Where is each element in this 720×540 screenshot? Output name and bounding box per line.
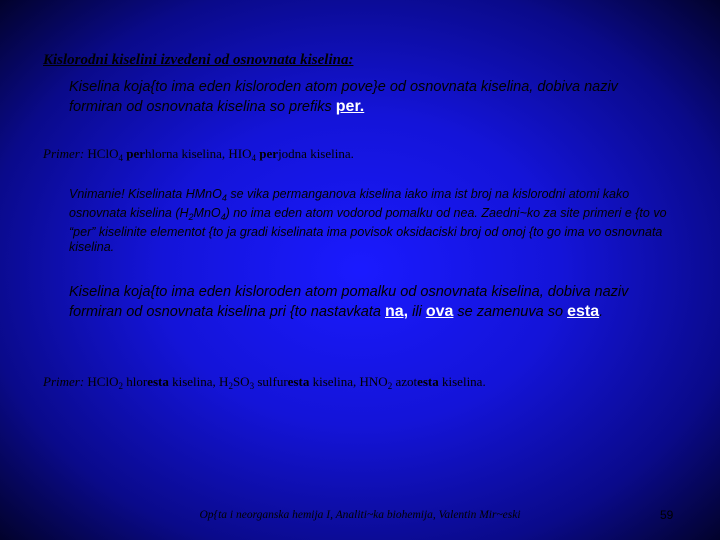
esta-paragraph-text-4: .: [599, 304, 604, 320]
formula-hclo4: HClO: [87, 146, 119, 161]
example-per-name-2: jodna kiselina.: [278, 146, 354, 161]
example-esta-lead: Primer:: [43, 374, 85, 389]
formula-hio4: HIO: [228, 146, 252, 161]
example-esta-root-2: sulfur: [254, 374, 288, 389]
example-esta-root-3: azot: [392, 374, 418, 389]
note-text-4: ) no ima eden atom vodorod pomalku od nea. Zaedni~ko za site primeri e {to vo “per” kiselinite elementot {to ja gradi kiselinata ima povisok oksidaciski broj od onoj {to go ima vo osnovnata kiselina.: [69, 206, 667, 254]
example-per-name-1: hlorna kiselina,: [145, 146, 229, 161]
formula-hclo2-sub: 2: [118, 381, 123, 391]
note-text-1: Vnimanie! Kiselinata HMnO: [69, 187, 222, 201]
formula-hno2: HNO: [359, 374, 388, 389]
suffix-ova-highlight: ova: [425, 303, 454, 320]
example-per: [43, 145, 354, 167]
note-sub-2: 2: [188, 212, 194, 222]
slide-footer: Op{ta i neorganska hemija I, Analiti~ka biohemija, Valentin Mir~eski: [199, 509, 521, 521]
example-esta-name-2: kiselina,: [309, 374, 360, 389]
note-paragraph: [69, 187, 669, 255]
page-number: 59: [660, 508, 674, 522]
per-paragraph-text: Kiselina koja{to ima eden kisloroden atom pove}e od osnovnata kiselina, dobiva naziv formiran od osnovnata kiselina so prefiks: [69, 79, 618, 115]
slide-heading: Kislorodni kiselini izvedeni od osnovnata kiselina:: [43, 52, 354, 68]
esta-bold-2: esta: [287, 374, 310, 389]
per-prefix-paragraph: [69, 77, 669, 117]
example-esta: [43, 373, 486, 395]
formula-h2so3-a: H: [219, 374, 229, 389]
example-esta-root-1: hlor: [122, 374, 148, 389]
esta-paragraph-text-2: ili: [408, 304, 426, 320]
esta-suffix-paragraph: [69, 282, 674, 322]
example-per-lead: Primer:: [43, 146, 85, 161]
esta-paragraph-text-3: se zamenuva so: [453, 304, 568, 320]
example-esta-name-3: kiselina.: [438, 374, 486, 389]
per-bold-2: per: [259, 146, 279, 161]
formula-hclo4-sub: 4: [118, 153, 123, 163]
formula-hclo2: HClO: [87, 374, 119, 389]
per-bold-1: per: [126, 146, 146, 161]
note-sub-1: 4: [221, 193, 227, 203]
note-sub-3: 4: [220, 212, 226, 222]
suffix-na-highlight: na,: [384, 303, 409, 320]
esta-bold-3: esta: [417, 374, 439, 389]
suffix-esta-highlight: esta: [567, 303, 600, 320]
per-prefix-highlight: per.: [335, 98, 365, 115]
formula-h2so3-sub2: 3: [249, 381, 255, 391]
formula-hio4-sub: 4: [251, 153, 257, 163]
esta-bold-1: esta: [147, 374, 169, 389]
esta-paragraph-text-1: Kiselina koja{to ima eden kisloroden atom pomalku od osnovnata kiselina, dobiva naziv formiran od osnovnata kiselina pri {to nastavkata: [69, 284, 629, 320]
formula-h2so3-sub1: 2: [228, 381, 233, 391]
formula-hno2-sub: 2: [387, 381, 393, 391]
note-text-2: se vika permanganova kiselina iako ima ist broj na kislorodni atomi kako osnovnata kiselina (H: [69, 187, 630, 220]
example-esta-name-1: kiselina,: [168, 374, 220, 389]
note-text-3: MnO: [193, 206, 221, 220]
formula-h2so3-b: SO: [232, 374, 250, 389]
